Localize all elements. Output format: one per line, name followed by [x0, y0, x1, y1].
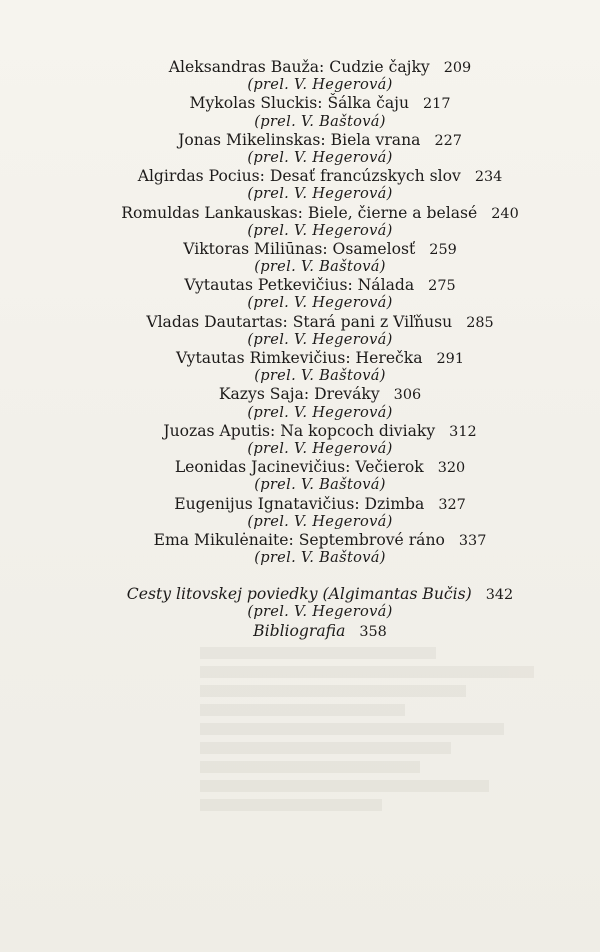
entry-page: 337 — [458, 532, 487, 549]
translator-credit: (prel. V. Hegerová) — [247, 185, 393, 203]
toc-entry — [80, 458, 560, 476]
toc-entry — [80, 204, 560, 222]
entry-page: 312 — [449, 423, 477, 440]
entry-page: 275 — [428, 278, 456, 295]
translator-credit: (prel. V. Baštová) — [254, 549, 386, 567]
toc-entry — [80, 422, 560, 440]
entry-page: 227 — [434, 132, 462, 149]
entry-title: Mykolas Sluckis: Šálka čaju — [189, 94, 410, 113]
entry-page: 306 — [393, 387, 422, 404]
translator-credit: (prel. V. Hegerová) — [247, 403, 393, 421]
translator-credit: (prel. V. Hegerová) — [247, 330, 393, 348]
translator-credit: (prel. V. Hegerová) — [247, 439, 393, 457]
toc-entry — [80, 131, 560, 149]
translator-credit: (prel. V. Hegerová) — [247, 512, 393, 530]
show-through-text — [200, 640, 580, 900]
toc-entry — [80, 94, 560, 112]
toc-entry — [80, 313, 560, 331]
entry-page: 320 — [437, 460, 466, 477]
entry-title: Vytautas Petkevičius: Nálada — [184, 276, 415, 295]
entry-title: Algirdas Pocius: Desať francúzskych slov — [137, 167, 461, 186]
entry-title: Jonas Mikelinskas: Biela vrana — [178, 130, 421, 149]
table-of-contents — [80, 58, 560, 640]
entry-title: Aleksandras Bauža: Cudzie čajky — [168, 58, 430, 76]
translator-credit: (prel. V. Baštová) — [254, 476, 386, 494]
entry-title: Viktoras Miliūnas: Osamelosť — [183, 239, 416, 258]
translator-credit: (prel. V. Hegerová) — [247, 294, 393, 312]
toc-entry — [80, 495, 560, 513]
entry-page: 217 — [423, 96, 451, 113]
entry-page: 234 — [474, 169, 503, 186]
essay-title: Cesty litovskej poviedky (Algimantas Bučis) — [126, 585, 472, 604]
section-spacer — [80, 567, 560, 585]
toc-entry — [80, 240, 560, 258]
toc-entry — [80, 385, 560, 403]
entry-page: 327 — [438, 496, 466, 513]
toc-bibliography-entry — [80, 622, 560, 640]
essay-page: 342 — [485, 587, 514, 604]
translator-credit: (prel. V. Hegerová) — [247, 221, 393, 239]
toc-entry — [80, 167, 560, 185]
bibliography-page: 358 — [359, 623, 387, 640]
entry-page: 285 — [466, 314, 494, 331]
entry-title: Eugenijus Ignatavičius: Dzimba — [174, 494, 425, 513]
translator-credit: (prel. V. Hegerová) — [247, 76, 393, 94]
entry-title: Ema Mikulėnaite: Septembrové ráno — [153, 530, 445, 549]
translator-credit: (prel. V. Hegerová) — [247, 603, 393, 621]
entry-page: 209 — [443, 60, 472, 76]
entry-title: Leonidas Jacinevičius: Večierok — [174, 458, 424, 477]
entry-title: Vytautas Rimkevičius: Herečka — [176, 349, 423, 367]
toc-entry — [80, 58, 560, 76]
translator-credit: (prel. V. Baštová) — [254, 367, 386, 385]
toc-entry — [80, 531, 560, 549]
translator-credit: (prel. V. Hegerová) — [247, 148, 393, 166]
translator-credit: (prel. V. Baštová) — [254, 258, 386, 276]
toc-entry — [80, 276, 560, 294]
entry-page: 291 — [436, 351, 464, 367]
toc-entry — [80, 349, 560, 367]
translator-credit: (prel. V. Baštová) — [254, 112, 386, 130]
entry-title: Kazys Saja: Dreváky — [218, 385, 380, 404]
entry-title: Romuldas Lankauskas: Biele, čierne a belasé — [121, 203, 478, 222]
entry-title: Juozas Aputis: Na kopcoch diviaky — [163, 421, 436, 440]
entry-page: 259 — [429, 241, 457, 258]
entry-title: Vladas Dautartas: Stará pani z Viľňusu — [146, 312, 453, 331]
entry-page: 240 — [491, 205, 519, 222]
bibliography-title: Bibliografia — [253, 621, 346, 640]
toc-essay-entry — [80, 585, 560, 603]
